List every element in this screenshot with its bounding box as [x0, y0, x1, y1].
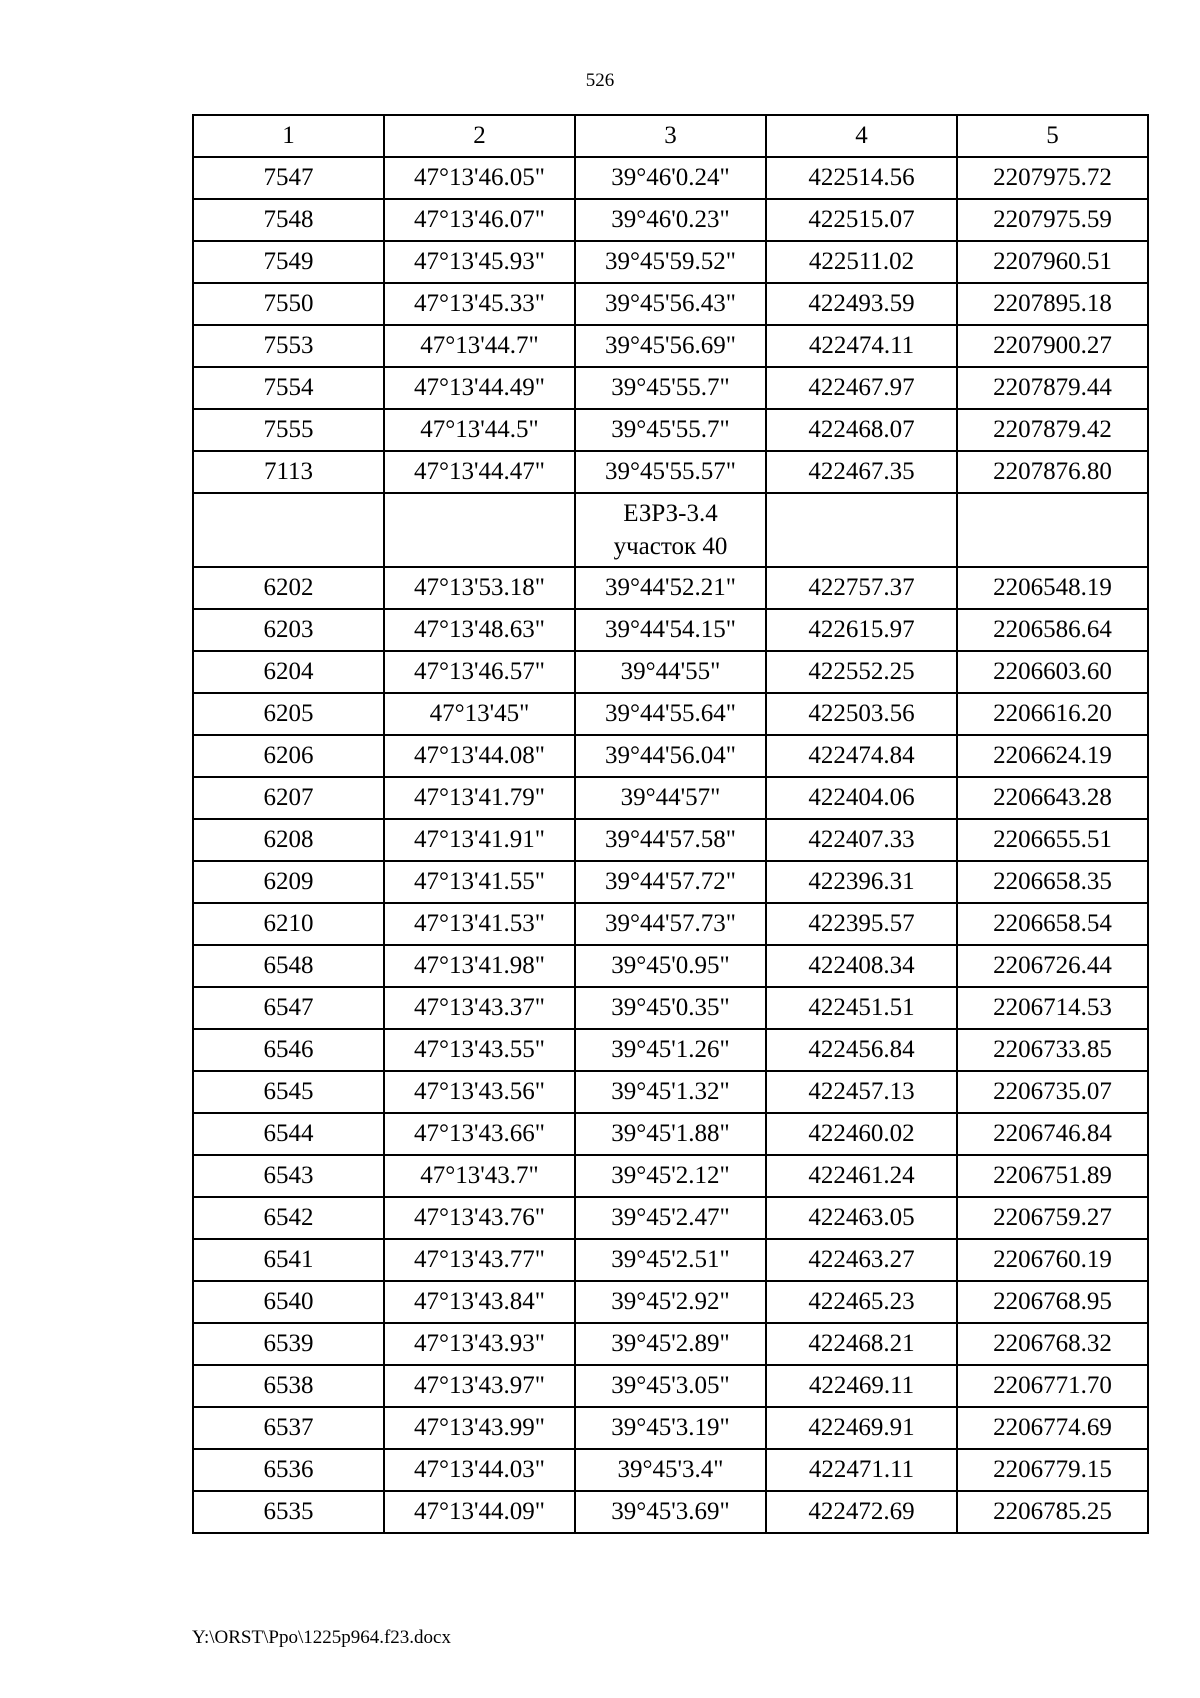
table-cell: 47°13'46.05" — [384, 157, 575, 199]
table-cell: 2206655.51 — [957, 819, 1148, 861]
table-cell: 6207 — [193, 777, 384, 819]
table-cell: 6544 — [193, 1113, 384, 1155]
table-cell: 47°13'53.18" — [384, 567, 575, 609]
table-cell: 39°45'1.26" — [575, 1029, 766, 1071]
table-cell — [766, 493, 957, 567]
table-cell: 6204 — [193, 651, 384, 693]
table-cell: 7555 — [193, 409, 384, 451]
table-cell: 2206785.25 — [957, 1491, 1148, 1533]
table-cell: 6546 — [193, 1029, 384, 1071]
table-cell: 422467.35 — [766, 451, 957, 493]
table-cell: 422461.24 — [766, 1155, 957, 1197]
table-cell: 39°45'3.69" — [575, 1491, 766, 1533]
table-cell: 6209 — [193, 861, 384, 903]
table-row — [193, 325, 1148, 367]
table-cell: 2206548.19 — [957, 567, 1148, 609]
table-cell: 39°44'57.72" — [575, 861, 766, 903]
table-row — [193, 241, 1148, 283]
table-cell: 39°45'3.19" — [575, 1407, 766, 1449]
table-cell: 47°13'41.98" — [384, 945, 575, 987]
table-cell: 422465.23 — [766, 1281, 957, 1323]
table-cell: 7549 — [193, 241, 384, 283]
table-cell: 2206643.28 — [957, 777, 1148, 819]
table-cell: 422396.31 — [766, 861, 957, 903]
table-cell — [193, 493, 384, 567]
table-row — [193, 693, 1148, 735]
table-cell: 2207895.18 — [957, 283, 1148, 325]
table-cell: 2207975.72 — [957, 157, 1148, 199]
table-cell: 6547 — [193, 987, 384, 1029]
table-cell: 39°44'57.58" — [575, 819, 766, 861]
table-cell: 2206726.44 — [957, 945, 1148, 987]
table-cell: 422404.06 — [766, 777, 957, 819]
table-cell: 422511.02 — [766, 241, 957, 283]
table-cell: 6203 — [193, 609, 384, 651]
table-row — [193, 199, 1148, 241]
table-cell: 422472.69 — [766, 1491, 957, 1533]
table-cell: 2206603.60 — [957, 651, 1148, 693]
table-cell: 39°45'2.47" — [575, 1197, 766, 1239]
table-cell: 2206774.69 — [957, 1407, 1148, 1449]
table-cell: 6535 — [193, 1491, 384, 1533]
table-row — [193, 1323, 1148, 1365]
table-row — [193, 903, 1148, 945]
column-header: 2 — [384, 115, 575, 157]
table-cell: 422407.33 — [766, 819, 957, 861]
table-cell: 7547 — [193, 157, 384, 199]
table-cell: 422467.97 — [766, 367, 957, 409]
table-cell: 47°13'43.93" — [384, 1323, 575, 1365]
table-cell: 2207879.44 — [957, 367, 1148, 409]
column-header: 5 — [957, 115, 1148, 157]
table-cell: 39°44'57" — [575, 777, 766, 819]
table-cell: 47°13'43.55" — [384, 1029, 575, 1071]
table-cell: 47°13'44.47" — [384, 451, 575, 493]
section-label-cell — [575, 493, 766, 567]
table-cell — [957, 493, 1148, 567]
table-cell: 2206760.19 — [957, 1239, 1148, 1281]
table-cell: 47°13'44.7" — [384, 325, 575, 367]
table-cell: 2207900.27 — [957, 325, 1148, 367]
table-cell: 39°45'56.69" — [575, 325, 766, 367]
table-header-row — [193, 115, 1148, 157]
table-cell: 422514.56 — [766, 157, 957, 199]
table-row — [193, 735, 1148, 777]
table-cell: 6208 — [193, 819, 384, 861]
table-row — [193, 1407, 1148, 1449]
footer-file-path: Y:\ORST\Ppo\1225p964.f23.docx — [192, 1627, 451, 1648]
table-cell: 47°13'43.99" — [384, 1407, 575, 1449]
table-row — [193, 409, 1148, 451]
section-plot-label: участок 40 — [613, 533, 728, 560]
table-cell: 6536 — [193, 1449, 384, 1491]
table-cell: 39°46'0.23" — [575, 199, 766, 241]
table-cell: 422471.11 — [766, 1449, 957, 1491]
table-cell: 39°45'2.12" — [575, 1155, 766, 1197]
table-row — [193, 1155, 1148, 1197]
table-cell: 422456.84 — [766, 1029, 957, 1071]
table-row — [193, 451, 1148, 493]
table-cell: 7113 — [193, 451, 384, 493]
table-cell: 47°13'41.91" — [384, 819, 575, 861]
table-cell: 47°13'45" — [384, 693, 575, 735]
table-cell: 39°45'1.32" — [575, 1071, 766, 1113]
table-cell: 6543 — [193, 1155, 384, 1197]
table-row — [193, 283, 1148, 325]
table-cell: 2206658.54 — [957, 903, 1148, 945]
table-cell: 2206733.85 — [957, 1029, 1148, 1071]
table-cell: 39°45'1.88" — [575, 1113, 766, 1155]
table-cell: 422757.37 — [766, 567, 957, 609]
table-cell: 2206735.07 — [957, 1071, 1148, 1113]
table-row — [193, 567, 1148, 609]
table-cell: 47°13'43.37" — [384, 987, 575, 1029]
table-cell: 422552.25 — [766, 651, 957, 693]
table-cell: 6537 — [193, 1407, 384, 1449]
table-cell: 39°45'55.7" — [575, 367, 766, 409]
table-cell: 47°13'44.5" — [384, 409, 575, 451]
table-cell: 422474.84 — [766, 735, 957, 777]
table-row — [193, 1281, 1148, 1323]
table-cell: 6210 — [193, 903, 384, 945]
table-cell: 47°13'44.08" — [384, 735, 575, 777]
table-cell: 47°13'43.97" — [384, 1365, 575, 1407]
table-cell: 422463.05 — [766, 1197, 957, 1239]
table-cell: 422460.02 — [766, 1113, 957, 1155]
table-cell: 39°44'55" — [575, 651, 766, 693]
table-cell: 39°45'2.89" — [575, 1323, 766, 1365]
table-cell: 39°45'0.35" — [575, 987, 766, 1029]
section-header-row — [193, 493, 1148, 567]
table-row — [193, 777, 1148, 819]
table-cell: 2206771.70 — [957, 1365, 1148, 1407]
table-cell: 2207876.80 — [957, 451, 1148, 493]
table-cell: 47°13'43.77" — [384, 1239, 575, 1281]
table-cell: 6538 — [193, 1365, 384, 1407]
table-cell: 39°44'57.73" — [575, 903, 766, 945]
table-cell: 422615.97 — [766, 609, 957, 651]
table-cell: 47°13'43.56" — [384, 1071, 575, 1113]
table-cell: 47°13'46.07" — [384, 199, 575, 241]
table-row — [193, 819, 1148, 861]
table-cell: 47°13'44.09" — [384, 1491, 575, 1533]
table-cell: 6548 — [193, 945, 384, 987]
table-row — [193, 1197, 1148, 1239]
table-cell: 39°45'55.57" — [575, 451, 766, 493]
table-cell: 39°44'55.64" — [575, 693, 766, 735]
table-row — [193, 157, 1148, 199]
table-cell: 422469.11 — [766, 1365, 957, 1407]
table-cell: 39°45'3.4" — [575, 1449, 766, 1491]
table-cell: 7554 — [193, 367, 384, 409]
table-cell: 2207960.51 — [957, 241, 1148, 283]
table-section-body — [193, 493, 1148, 567]
table-cell: 39°46'0.24" — [575, 157, 766, 199]
table-row — [193, 861, 1148, 903]
table-cell: 47°13'43.66" — [384, 1113, 575, 1155]
table-cell: 39°45'0.95" — [575, 945, 766, 987]
table-cell: 7553 — [193, 325, 384, 367]
table-cell: 422468.07 — [766, 409, 957, 451]
table-row — [193, 1491, 1148, 1533]
table-cell: 2206586.64 — [957, 609, 1148, 651]
table-cell: 422515.07 — [766, 199, 957, 241]
table-cell: 47°13'45.93" — [384, 241, 575, 283]
table-cell: 422474.11 — [766, 325, 957, 367]
table-cell: 47°13'41.55" — [384, 861, 575, 903]
table-cell: 422408.34 — [766, 945, 957, 987]
table-cell: 2206751.89 — [957, 1155, 1148, 1197]
table-row — [193, 945, 1148, 987]
table-cell: 47°13'45.33" — [384, 283, 575, 325]
table-cell: 39°45'56.43" — [575, 283, 766, 325]
table-cell: 422503.56 — [766, 693, 957, 735]
table-cell: 2207975.59 — [957, 199, 1148, 241]
table-row — [193, 1449, 1148, 1491]
table-cell: 6202 — [193, 567, 384, 609]
table-row — [193, 1071, 1148, 1113]
table-cell: 47°13'43.7" — [384, 1155, 575, 1197]
table-cell: 47°13'43.76" — [384, 1197, 575, 1239]
section-code: ЕЗРЗ-3.4 — [623, 500, 718, 527]
table-cell: 2206759.27 — [957, 1197, 1148, 1239]
column-header: 4 — [766, 115, 957, 157]
column-header: 3 — [575, 115, 766, 157]
table-cell: 422468.21 — [766, 1323, 957, 1365]
table-cell: 39°44'56.04" — [575, 735, 766, 777]
table-row — [193, 1029, 1148, 1071]
table-cell: 6541 — [193, 1239, 384, 1281]
table-cell: 47°13'46.57" — [384, 651, 575, 693]
table-cell: 2206714.53 — [957, 987, 1148, 1029]
table-cell: 6206 — [193, 735, 384, 777]
table-cell: 39°45'59.52" — [575, 241, 766, 283]
table-cell: 422463.27 — [766, 1239, 957, 1281]
table-cell: 422469.91 — [766, 1407, 957, 1449]
table-cell: 422395.57 — [766, 903, 957, 945]
table-cell: 47°13'41.79" — [384, 777, 575, 819]
table-cell: 39°45'2.51" — [575, 1239, 766, 1281]
table-row — [193, 367, 1148, 409]
column-header: 1 — [193, 115, 384, 157]
table-cell: 6545 — [193, 1071, 384, 1113]
table-cell: 422451.51 — [766, 987, 957, 1029]
table-cell: 47°13'48.63" — [384, 609, 575, 651]
table-row — [193, 609, 1148, 651]
table-body-before-section — [193, 157, 1148, 493]
table-cell: 422457.13 — [766, 1071, 957, 1113]
table-body-after-section — [193, 567, 1148, 1533]
table-cell: 6539 — [193, 1323, 384, 1365]
table-cell: 39°45'2.92" — [575, 1281, 766, 1323]
table-cell: 47°13'41.53" — [384, 903, 575, 945]
table-cell: 6205 — [193, 693, 384, 735]
table-cell: 422493.59 — [766, 283, 957, 325]
table-cell: 2206779.15 — [957, 1449, 1148, 1491]
table-cell — [384, 493, 575, 567]
table-cell: 2206746.84 — [957, 1113, 1148, 1155]
table-cell: 39°45'3.05" — [575, 1365, 766, 1407]
table-row — [193, 987, 1148, 1029]
coordinates-table — [192, 114, 1149, 1534]
table-cell: 2207879.42 — [957, 409, 1148, 451]
table-cell: 2206616.20 — [957, 693, 1148, 735]
page-number: 526 — [585, 70, 615, 91]
table-cell: 6542 — [193, 1197, 384, 1239]
table-cell: 7550 — [193, 283, 384, 325]
table-cell: 39°45'55.7" — [575, 409, 766, 451]
table-row — [193, 1365, 1148, 1407]
table-cell: 47°13'44.49" — [384, 367, 575, 409]
table-cell: 47°13'43.84" — [384, 1281, 575, 1323]
table-cell: 2206624.19 — [957, 735, 1148, 777]
table-cell: 2206658.35 — [957, 861, 1148, 903]
table-cell: 6540 — [193, 1281, 384, 1323]
table-row — [193, 1113, 1148, 1155]
table-cell: 39°44'54.15" — [575, 609, 766, 651]
table-row — [193, 651, 1148, 693]
table-cell: 47°13'44.03" — [384, 1449, 575, 1491]
table-cell: 7548 — [193, 199, 384, 241]
table-cell: 2206768.32 — [957, 1323, 1148, 1365]
table-row — [193, 1239, 1148, 1281]
table-cell: 2206768.95 — [957, 1281, 1148, 1323]
table-cell: 39°44'52.21" — [575, 567, 766, 609]
